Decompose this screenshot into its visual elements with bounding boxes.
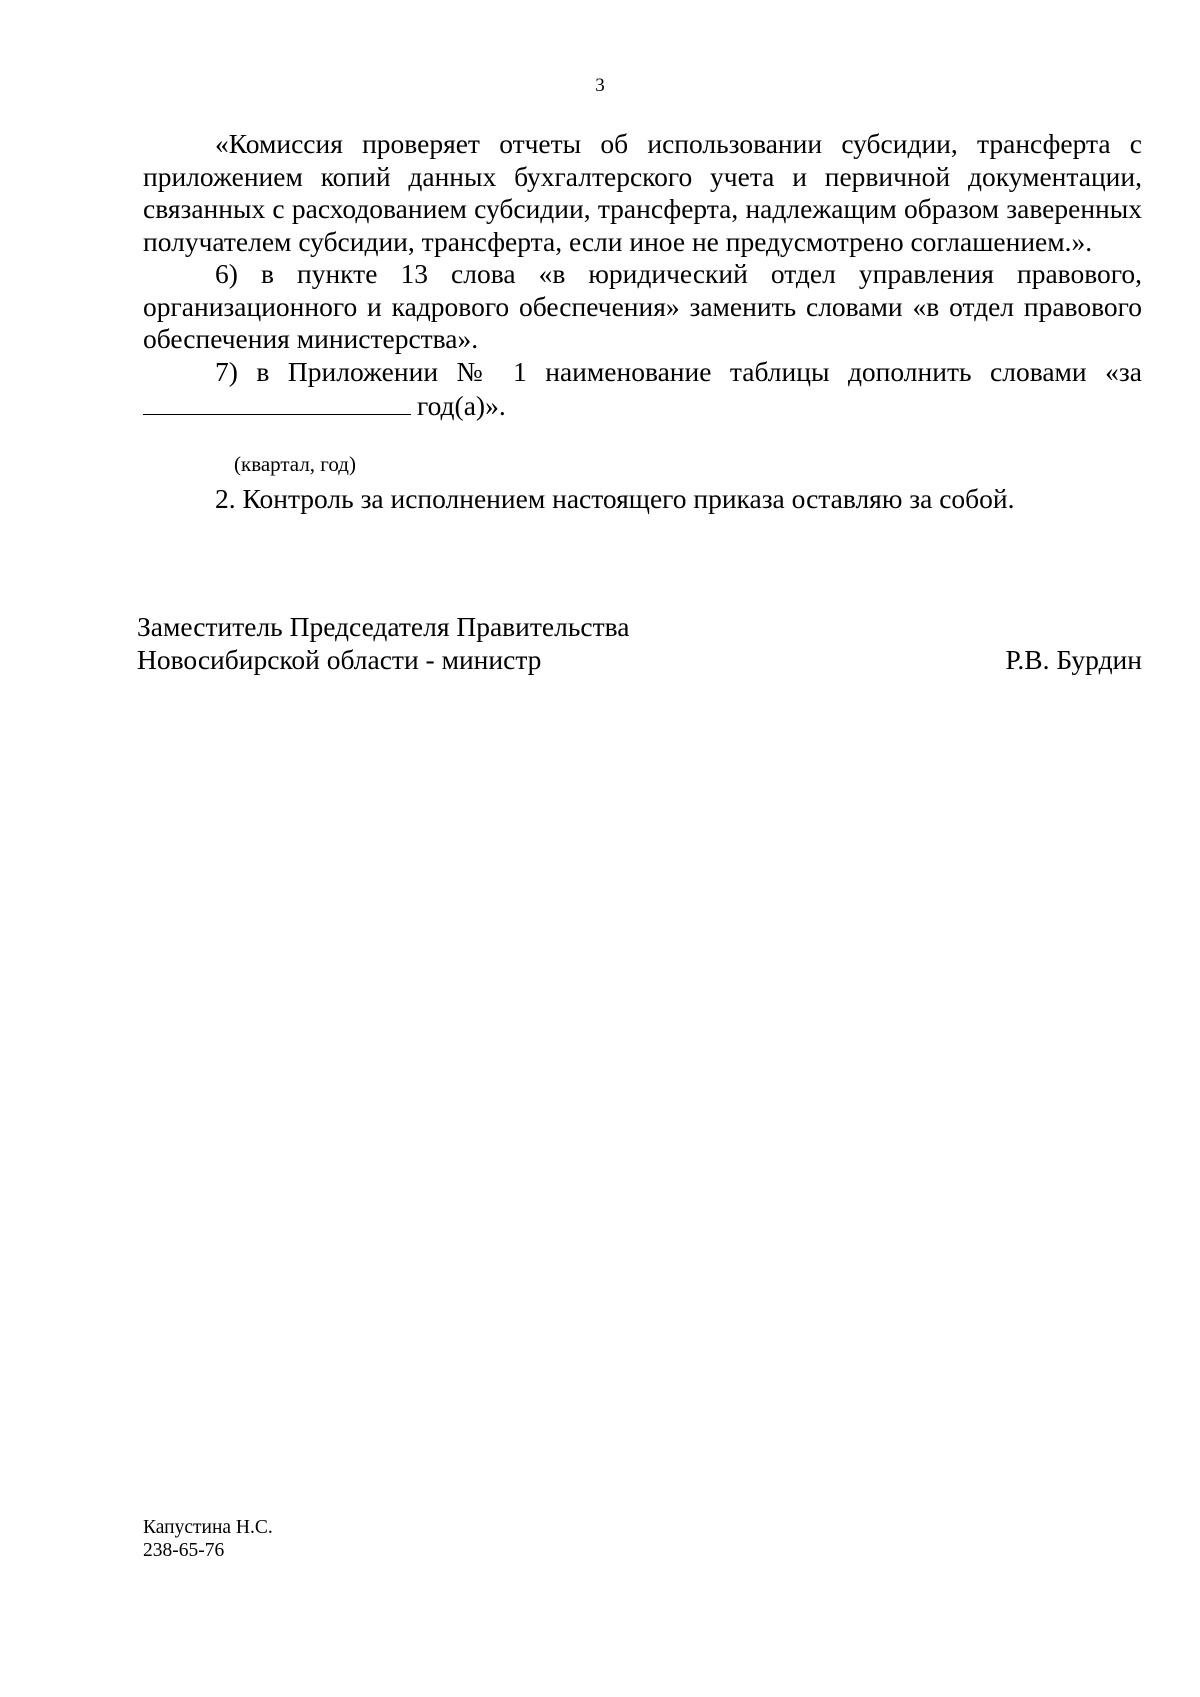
paragraph-point-2: 2. Контроль за исполнением настоящего приказа оставляю за собой.	[215, 483, 1015, 514]
signature-block	[137, 611, 1142, 676]
signature-row	[137, 644, 1142, 677]
item-7-end-text: год(а)».	[417, 390, 506, 421]
paragraph-item-6: 6) в пункте 13 слова «в юридический отдел управления правового, организационного и кадрового обеспечения» заменить словами «в отдел правового обеспечения министерства».	[143, 258, 1142, 354]
executor-block	[143, 1516, 273, 1562]
page-number: 3	[595, 75, 605, 96]
executor-phone: 238-65-76	[143, 1540, 225, 1561]
fill-in-blank-line	[143, 388, 411, 415]
signer-name: Р.В. Бурдин	[1005, 643, 1142, 675]
executor-name: Капустина Н.С.	[143, 1517, 273, 1538]
blank-caption: (квартал, год)	[234, 452, 356, 476]
paragraph-item-7-continuation	[143, 388, 1142, 423]
paragraph-commission: «Комиссия проверяет отчеты об использовании субсидии, трансферта с приложением копий данных бухгалтерского учета и первичной документации, связанных с расходованием субсидии, трансферта, надлежащим образом заверенных получателем субсидии, трансферта, если иное не предусмотрено соглашением.».	[143, 128, 1142, 257]
paragraph-item-7	[143, 356, 1142, 389]
item-7-text: 7) в Приложении № 1 наименование таблицы дополнить словами «за	[215, 355, 1142, 387]
document-body	[143, 128, 1142, 423]
signer-position-line-2: Новосибирской области - министр	[137, 643, 542, 675]
signer-position-line-1: Заместитель Председателя Правительства	[137, 611, 630, 642]
